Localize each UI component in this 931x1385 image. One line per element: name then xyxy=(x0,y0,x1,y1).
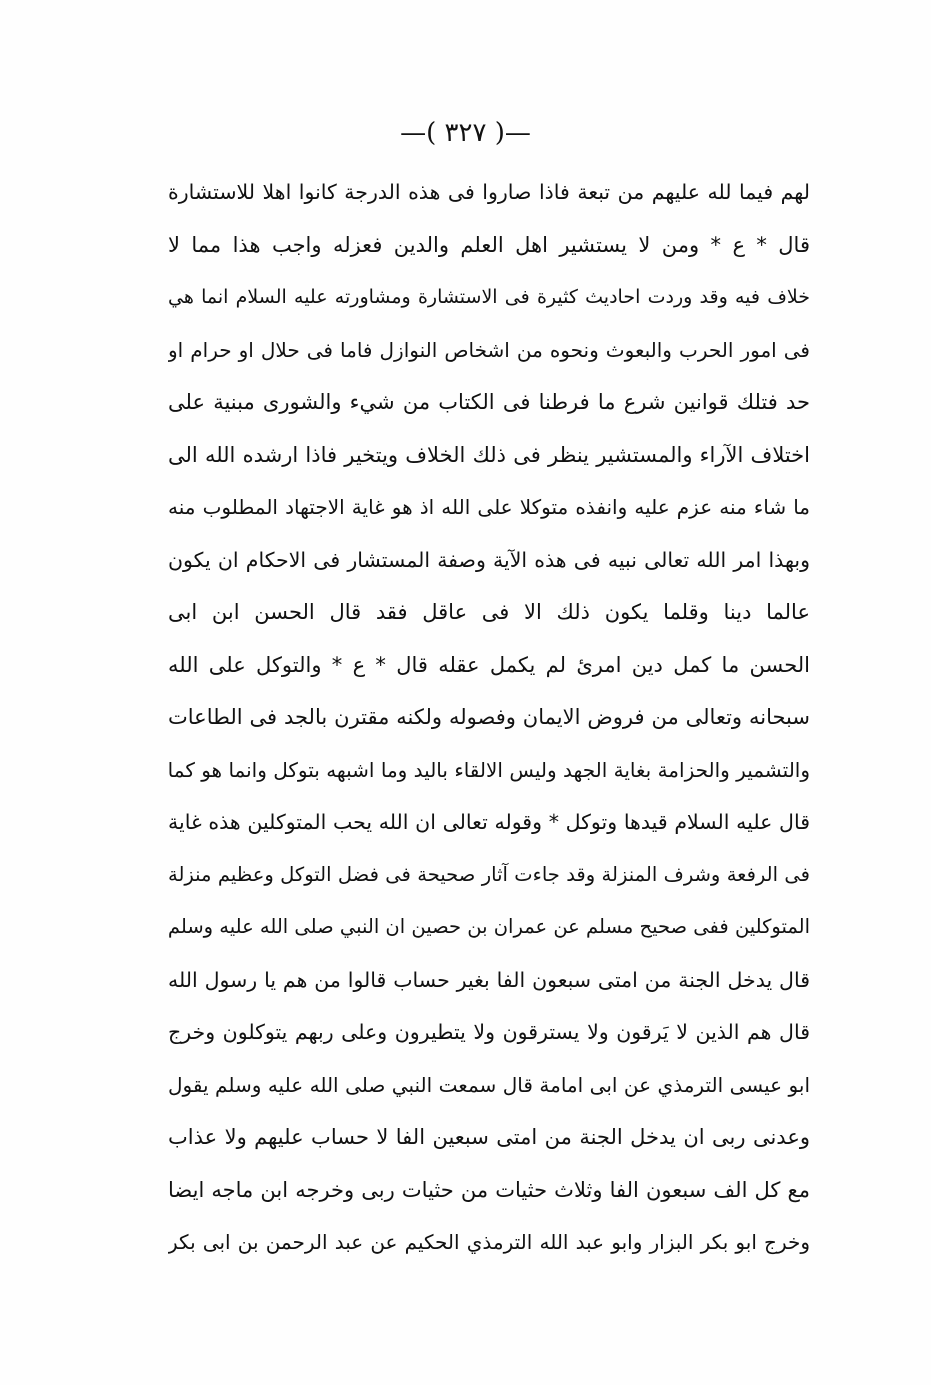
text-line: المتوكلين ففى صحيح مسلم عن عمران بن حصين ان النبي صلى الله عليه وسلم xyxy=(168,915,810,938)
text-line: ابو عيسى الترمذي عن ابى امامة قال سمعت النبي صلى الله عليه وسلم يقول xyxy=(168,1072,810,1097)
text-line: مع كل الف سبعون الفا وثلاث حثيات من حثيات ربى وخرجه ابن ماجه ايضا xyxy=(168,1177,810,1202)
text-line: خلاف فيه وقد وردت احاديث كثيرة فى الاستشارة ومشاورته عليه السلام انما هي xyxy=(168,286,810,308)
text-line: اختلاف الآراء والمستشير ينظر فى ذلك الخلاف ويتخير فاذا ارشده الله الى xyxy=(168,442,810,467)
text-line: وخرج ابو بكر البزار وابو عبد الله الترمذي الحكيم عن عبد الرحمن بن ابى بكر xyxy=(168,1230,810,1254)
text-line: فى الرفعة وشرف المنزلة وقد جاءت آثار صحيحة فى فضل التوكل وعظيم منزلة xyxy=(168,862,810,886)
text-line: عالما دينا وقلما يكون ذلك الا فى عاقل فقد قال الحسن ابن ابى xyxy=(168,600,810,624)
text-line: قال هم الذين لا يَرقون ولا يسترقون ولا يتطيرون وعلى ربهم يتوكلون وخرج xyxy=(168,1020,810,1044)
page-body xyxy=(168,166,810,1269)
text-line: قال * ع * ومن لا يستشير اهل العلم والدين فعزله واجب هذا مما لا xyxy=(168,232,810,257)
text-line: قال عليه السلام قيدها وتوكل * وقوله تعالى ان الله يحب المتوكلين هذه غاية xyxy=(168,810,810,834)
text-line: والتشمير والحزامة بغاية الجهد وليس الالقاء باليد وما اشبهه بتوكل وانما هو كما xyxy=(168,757,810,782)
text-line: قال يدخل الجنة من امتى سبعون الفا بغير حساب قالوا من هم يا رسول الله xyxy=(168,967,810,992)
text-line: سبحانه وتعالى من فروض الايمان وفصوله ولكنه مقترن بالجد فى الطاعات xyxy=(168,705,810,729)
text-line: وعدنى ربى ان يدخل الجنة من امتى سبعين الفا لا حساب عليهم ولا عذاب xyxy=(168,1125,810,1149)
text-line: وبهذا امر الله تعالى نبيه فى هذه الآية وصفة المستشار فى الاحكام ان يكون xyxy=(168,547,810,572)
page-number: —( ٣٢٧ )— xyxy=(400,118,531,148)
text-line: الحسن ما كمل دين امرئ لم يكمل عقله قال * ع * والتوكل على الله xyxy=(168,652,810,677)
text-line: لهم فيما لله عليهم من تبعة فاذا صاروا فى هذه الدرجة كانوا اهلا للاستشارة xyxy=(168,180,810,204)
text-line: ما شاء منه عزم عليه وانفذه متوكلا على الله اذ هو غاية الاجتهاد المطلوب منه xyxy=(168,495,810,519)
text-line: حد فتلك قوانين شرع ما فرطنا فى الكتاب من شيء والشورى مبنية على xyxy=(168,390,810,414)
text-line: فى امور الحرب والبعوث ونحوه من اشخاص النوازل فاما فى حلال او حرام او xyxy=(168,337,810,362)
